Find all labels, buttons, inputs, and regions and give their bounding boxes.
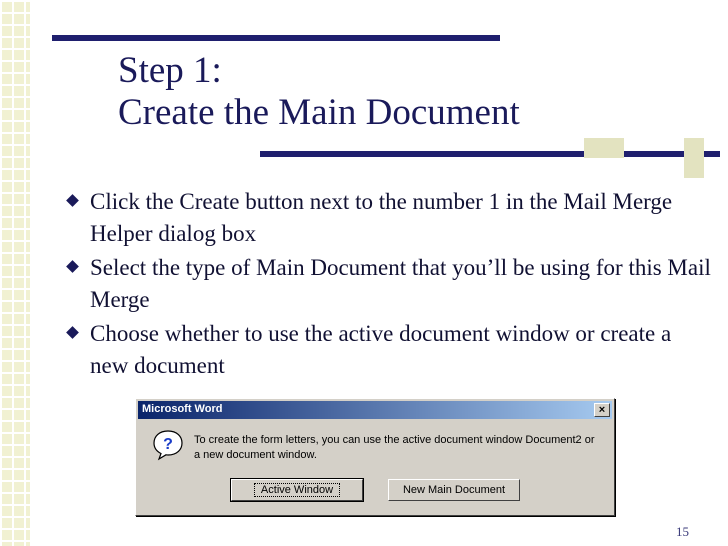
bullet-text: Choose whether to use the active document window or create a new document [90,321,672,378]
bullet-item [62,186,712,250]
title-bottom-rule [260,151,720,157]
active-window-button[interactable] [231,479,363,501]
decorative-tile [584,138,604,158]
diamond-bullet-icon [66,326,79,339]
svg-text:?: ? [163,436,173,453]
decorative-tile [684,158,704,178]
active-window-label: Active Window [254,483,340,497]
dialog-message: To create the form letters, you can use the active document window Document2 or a new document window. [194,434,595,461]
decorative-tile [684,138,704,158]
page-number: 15 [676,524,689,539]
bullet-item [62,252,712,316]
slide-title [118,50,678,134]
dialog-titlebar[interactable] [138,401,612,419]
close-button[interactable]: × [594,403,610,417]
decorative-grid-strip [0,0,30,546]
diamond-bullet-icon [66,260,79,273]
diamond-bullet-icon [66,194,79,207]
question-icon [152,429,184,461]
bullet-text: Select the type of Main Document that you’ll be using for this Mail Merge [90,255,711,312]
microsoft-word-dialog [135,398,615,516]
bullet-list [62,186,712,384]
bullet-text: Click the Create button next to the number 1 in the Mail Merge Helper dialog box [90,189,673,246]
slide-title-line-2: Create the Main Document [118,92,520,133]
new-main-document-button[interactable]: New Main Document [388,479,520,501]
bullet-item [62,318,712,382]
title-top-rule [52,35,500,41]
decorative-tile [604,138,624,158]
dialog-title: Microsoft Word [142,403,223,415]
slide-title-line-1: Step 1: [118,50,222,91]
